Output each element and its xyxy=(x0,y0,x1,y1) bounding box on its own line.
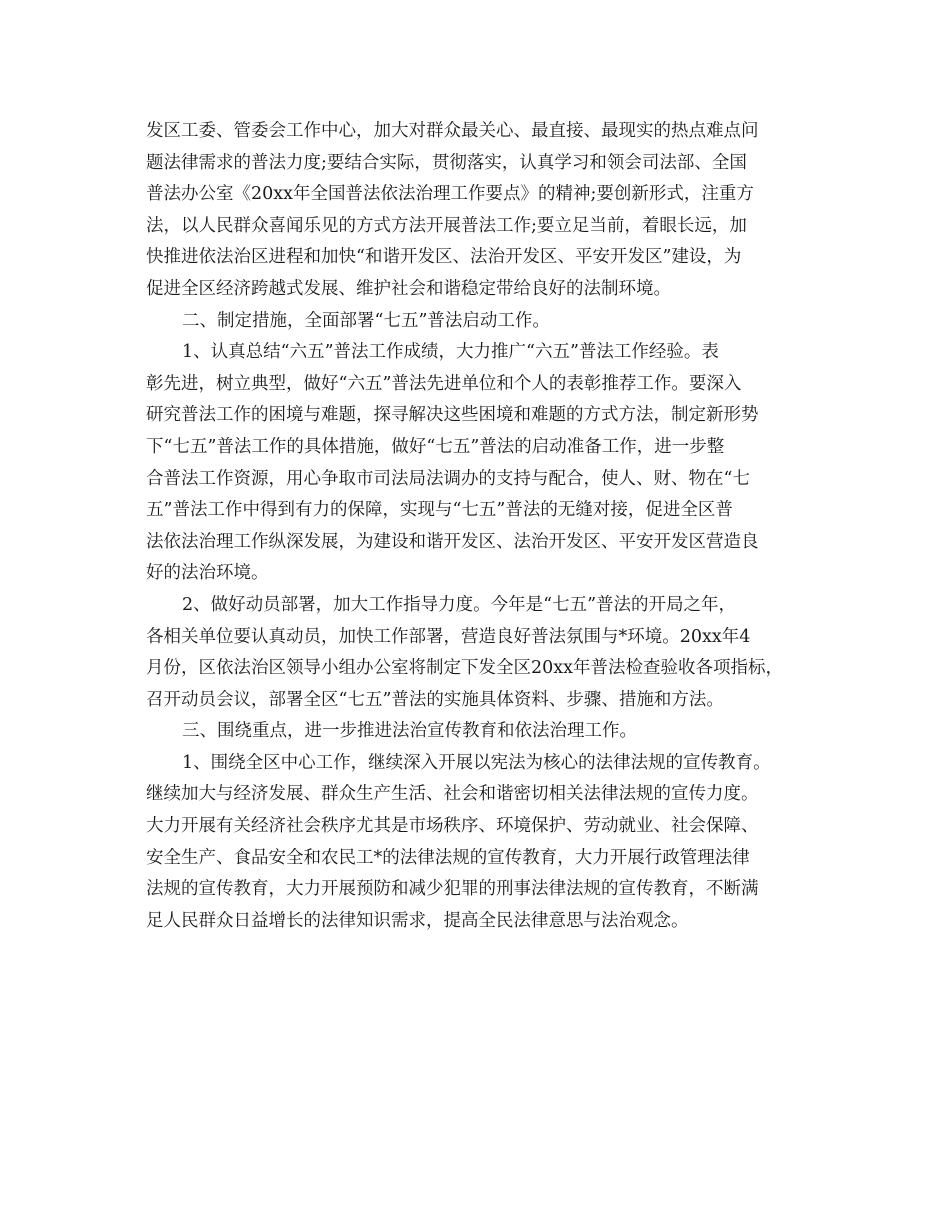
paragraph-first-line: 二、制定措施，全面部署“七五”普法启动工作。 xyxy=(182,310,550,331)
text-line: 研究普法工作的困境与难题，探寻解决这些困境和难题的方式方法，制定新形势 xyxy=(146,405,759,426)
text-line: 合普法工作资源，用心争取市司法局法调办的支持与配合，使人、财、物在“七 xyxy=(146,468,750,489)
text-line: 月份，区依法治区领导小组办公室将制定下发全区20xx年普法检查验收各项指标， xyxy=(146,658,784,679)
text-line: 促进全区经济跨越式发展、维护社会和谐稳定带给良好的法制环境。 xyxy=(146,278,671,299)
paragraph-first-line: 1、认真总结“六五”普法工作成绩，大力推广“六五”普法工作经验。表 xyxy=(182,342,719,363)
text-line: 法规的宣传教育，大力开展预防和减少犯罪的刑事法律法规的宣传教育，不断满 xyxy=(146,879,759,900)
text-line: 彰先进，树立典型，做好“六五”普法先进单位和个人的表彰推荐工作。要深入 xyxy=(146,373,742,394)
text-line: 召开动员会议，部署全区“七五”普法的实施具体资料、步骤、措施和方法。 xyxy=(146,689,724,710)
text-line: 下“七五”普法工作的具体措施，做好“七五”普法的启动准备工作，进一步整 xyxy=(146,436,725,457)
text-line: 好的法治环境。 xyxy=(146,563,269,584)
text-line: 足人民群众日益增长的法律知识需求，提高全民法律意思与法治观念。 xyxy=(146,910,689,931)
text-line: 法，以人民群众喜闻乐见的方式方法开展普法工作;要立足当前，着眼长远，加 xyxy=(146,215,747,236)
paragraph-first-line: 1、围绕全区中心工作，继续深入开展以宪法为核心的法律法规的宣传教育。 xyxy=(182,752,771,773)
text-line: 快推进依法治区进程和加快“和谐开发区、法治开发区、平安开发区”建设，为 xyxy=(146,247,742,268)
paragraph-first-line: 2、做好动员部署，加大工作指导力度。今年是“七五”普法的开局之年， xyxy=(182,594,737,615)
text-line: 五”普法工作中得到有力的保障，实现与“七五”普法的无缝对接，促进全区普 xyxy=(146,500,733,521)
text-line: 法依法治理工作纵深发展，为建设和谐开发区、法治开发区、平安开发区营造良 xyxy=(146,531,759,552)
text-line: 普法办公室《20xx年全国普法依法治理工作要点》的精神;要创新形式，注重方 xyxy=(146,184,754,205)
text-line: 发区工委、管委会工作中心，加大对群众最关心、最直接、最现实的热点难点问 xyxy=(146,121,759,141)
text-line: 安全生产、食品安全和农民工*的法律法规的宣传教育，大力开展行政管理法律 xyxy=(146,847,750,868)
text-line: 各相关单位要认真动员，加快工作部署，营造良好普法氛围与*环境。20xx年4 xyxy=(146,626,751,647)
text-line: 大力开展有关经济社会秩序尤其是市场秩序、环境保护、劳动就业、社会保障、 xyxy=(146,816,759,837)
text-line: 继续加大与经济发展、群众生产生活、社会和谐密切相关法律法规的宣传力度。 xyxy=(146,784,759,805)
paragraph-first-line: 三、围绕重点，进一步推进法治宣传教育和依法治理工作。 xyxy=(182,721,637,742)
text-line: 题法律需求的普法力度;要结合实际，贯彻落实，认真学习和领会司法部、全国 xyxy=(146,152,747,173)
document-body xyxy=(146,116,816,937)
